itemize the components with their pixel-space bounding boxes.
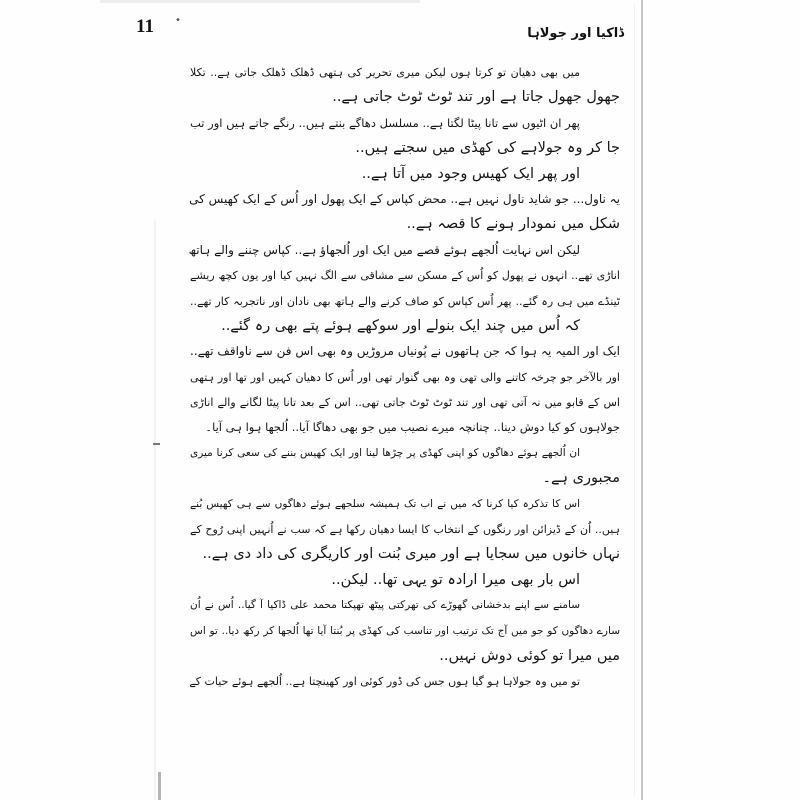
scan-speck: • — [175, 15, 181, 26]
page-top-edge — [100, 0, 420, 3]
text-line: سامنے سے اپنے بدخشانی گھوڑے کی تھرکتی پیٹھ تھپکتا محمد علی ڈاکیا آ گیا.. اُس نے اُن — [190, 599, 580, 612]
text-line: جھول جھول جاتا ہے اور تند ٹوٹ ٹوٹ جاتی ہے.. — [332, 89, 620, 106]
text-line: میں میرا تو کوئی دوش نہیں.. — [439, 647, 620, 664]
text-line: ان اُلجھے ہوئے دھاگوں کو اپنی کھڈی پر چڑھا لینا اور ایک کھیس بننے کی سعی کرنا میری — [190, 446, 580, 459]
text-line: لیکن اس نہایت اُلجھے ہوئے قصے میں ایک اور اُلجھاؤ ہے.. کپاس چننے والے ہاتھ — [188, 242, 580, 257]
running-title: ڈاکیا اور جولاہا — [527, 26, 624, 41]
scan-artifact-mark — [158, 772, 161, 800]
text-line: اور بالآخر جو چرخہ کاتنے والی تھی وہ بھی گنوار تھی اور اُس کا دھیان کہیں اور تھا اور ہتھی — [190, 370, 620, 384]
text-line: ہیں.. اُن کے ڈیزائن اور رنگوں کے انتخاب کا ایسا دھیان رکھا ہے کہ سب نے اُنہیں اپنی رُوح کے — [190, 523, 620, 537]
text-line: کہ اُس میں چند ایک بنولے اور سوکھے ہوئے پتے بھی رہ گئے.. — [221, 317, 580, 334]
page-number: 11 — [136, 16, 154, 37]
text-line: میں بھی دھیان تو کرتا ہوں لیکن میری تحریر کی ہتھی ڈھلک ڈھلک جاتی ہے.. تکلا — [190, 66, 580, 79]
text-line: مجبوری ہے۔ — [542, 470, 620, 487]
page-left-edge — [154, 220, 156, 800]
text-line: اناڑی تھے.. انہوں نے پھول کو اُس کے مسکن سے مشاقی سے الگ نہیں کیا اور یوں کچھ ریشے — [190, 269, 620, 283]
text-line: ایک اور المیہ یہ ہوا کہ جن ہاتھوں نے پُونیاں مروڑیں وہ بھی اس فن سے ناواقف تھے.. — [190, 344, 620, 359]
body-text — [190, 60, 620, 695]
text-line: سارے دھاگوں کو جو میں آج تک ترتیب اور تناسب کی کھڈی پر بُنتا آیا تھا اُلجھا کر رکھ دیا.. تو اس — [190, 624, 620, 637]
text-line: اس بار بھی میرا ارادہ تو یہی تھا.. لیکن.. — [331, 571, 580, 588]
text-line: جا کر وہ جولاہے کی کھڈی میں سجتے ہیں.. — [355, 140, 620, 157]
page-inner-edge — [634, 4, 635, 796]
page-right-rule — [641, 0, 643, 800]
text-line: جولاہوں کو کیا دوش دینا.. چنانچہ میرے نصیب میں جو بھی دھاگا آیا.. اُلجھا ہوا ہی آیا۔ — [205, 420, 620, 435]
text-line: اور پھر ایک کھیس وجود میں آتا ہے.. — [361, 165, 580, 182]
text-line: یہ ناول... جو شاید ناول نہیں ہے.. محض کپاس کے ایک پھول اور اُس کے ایک کھیس کی — [189, 191, 620, 206]
text-line: نہاں خانوں میں سجایا ہے اور میری بُنت اور کاریگری کی داد دی ہے.. — [202, 546, 620, 563]
scan-dash-mark — [153, 443, 160, 445]
text-line: ٹینڈے میں ہی رہ گئے.. پھر اُس کپاس کو صاف کرنے والے ہاتھ بھی نادان اور ناتجربہ کار تھے.. — [190, 294, 620, 308]
text-line: پھر ان اٹیوں سے تانا پیٹا لگتا ہے.. مسلسل دھاگے بنتے ہیں.. رنگے جاتے ہیں اور تب — [190, 115, 580, 130]
text-line: اس کا تذکرہ کیا کرنا کہ میں نے اب تک ہمیشہ سلجھے ہوئے دھاگوں سے ہی کھیس بُنے — [190, 497, 580, 510]
text-line: اس کے قابو میں نہ آتی تھی اور تند ٹوٹ ٹوٹ جاتی تھی.. اس کے بعد تانا پیٹا لگانے والے اناڑی — [190, 396, 620, 410]
text-line: شکل میں نمودار ہونے کا قصہ ہے.. — [406, 216, 620, 233]
text-line: تو میں وہ جولاہا ہو گیا ہوں جس کی ڈور کوئی اور کھینچتا ہے.. اُلجھے ہوئے حیات کے — [189, 675, 580, 689]
